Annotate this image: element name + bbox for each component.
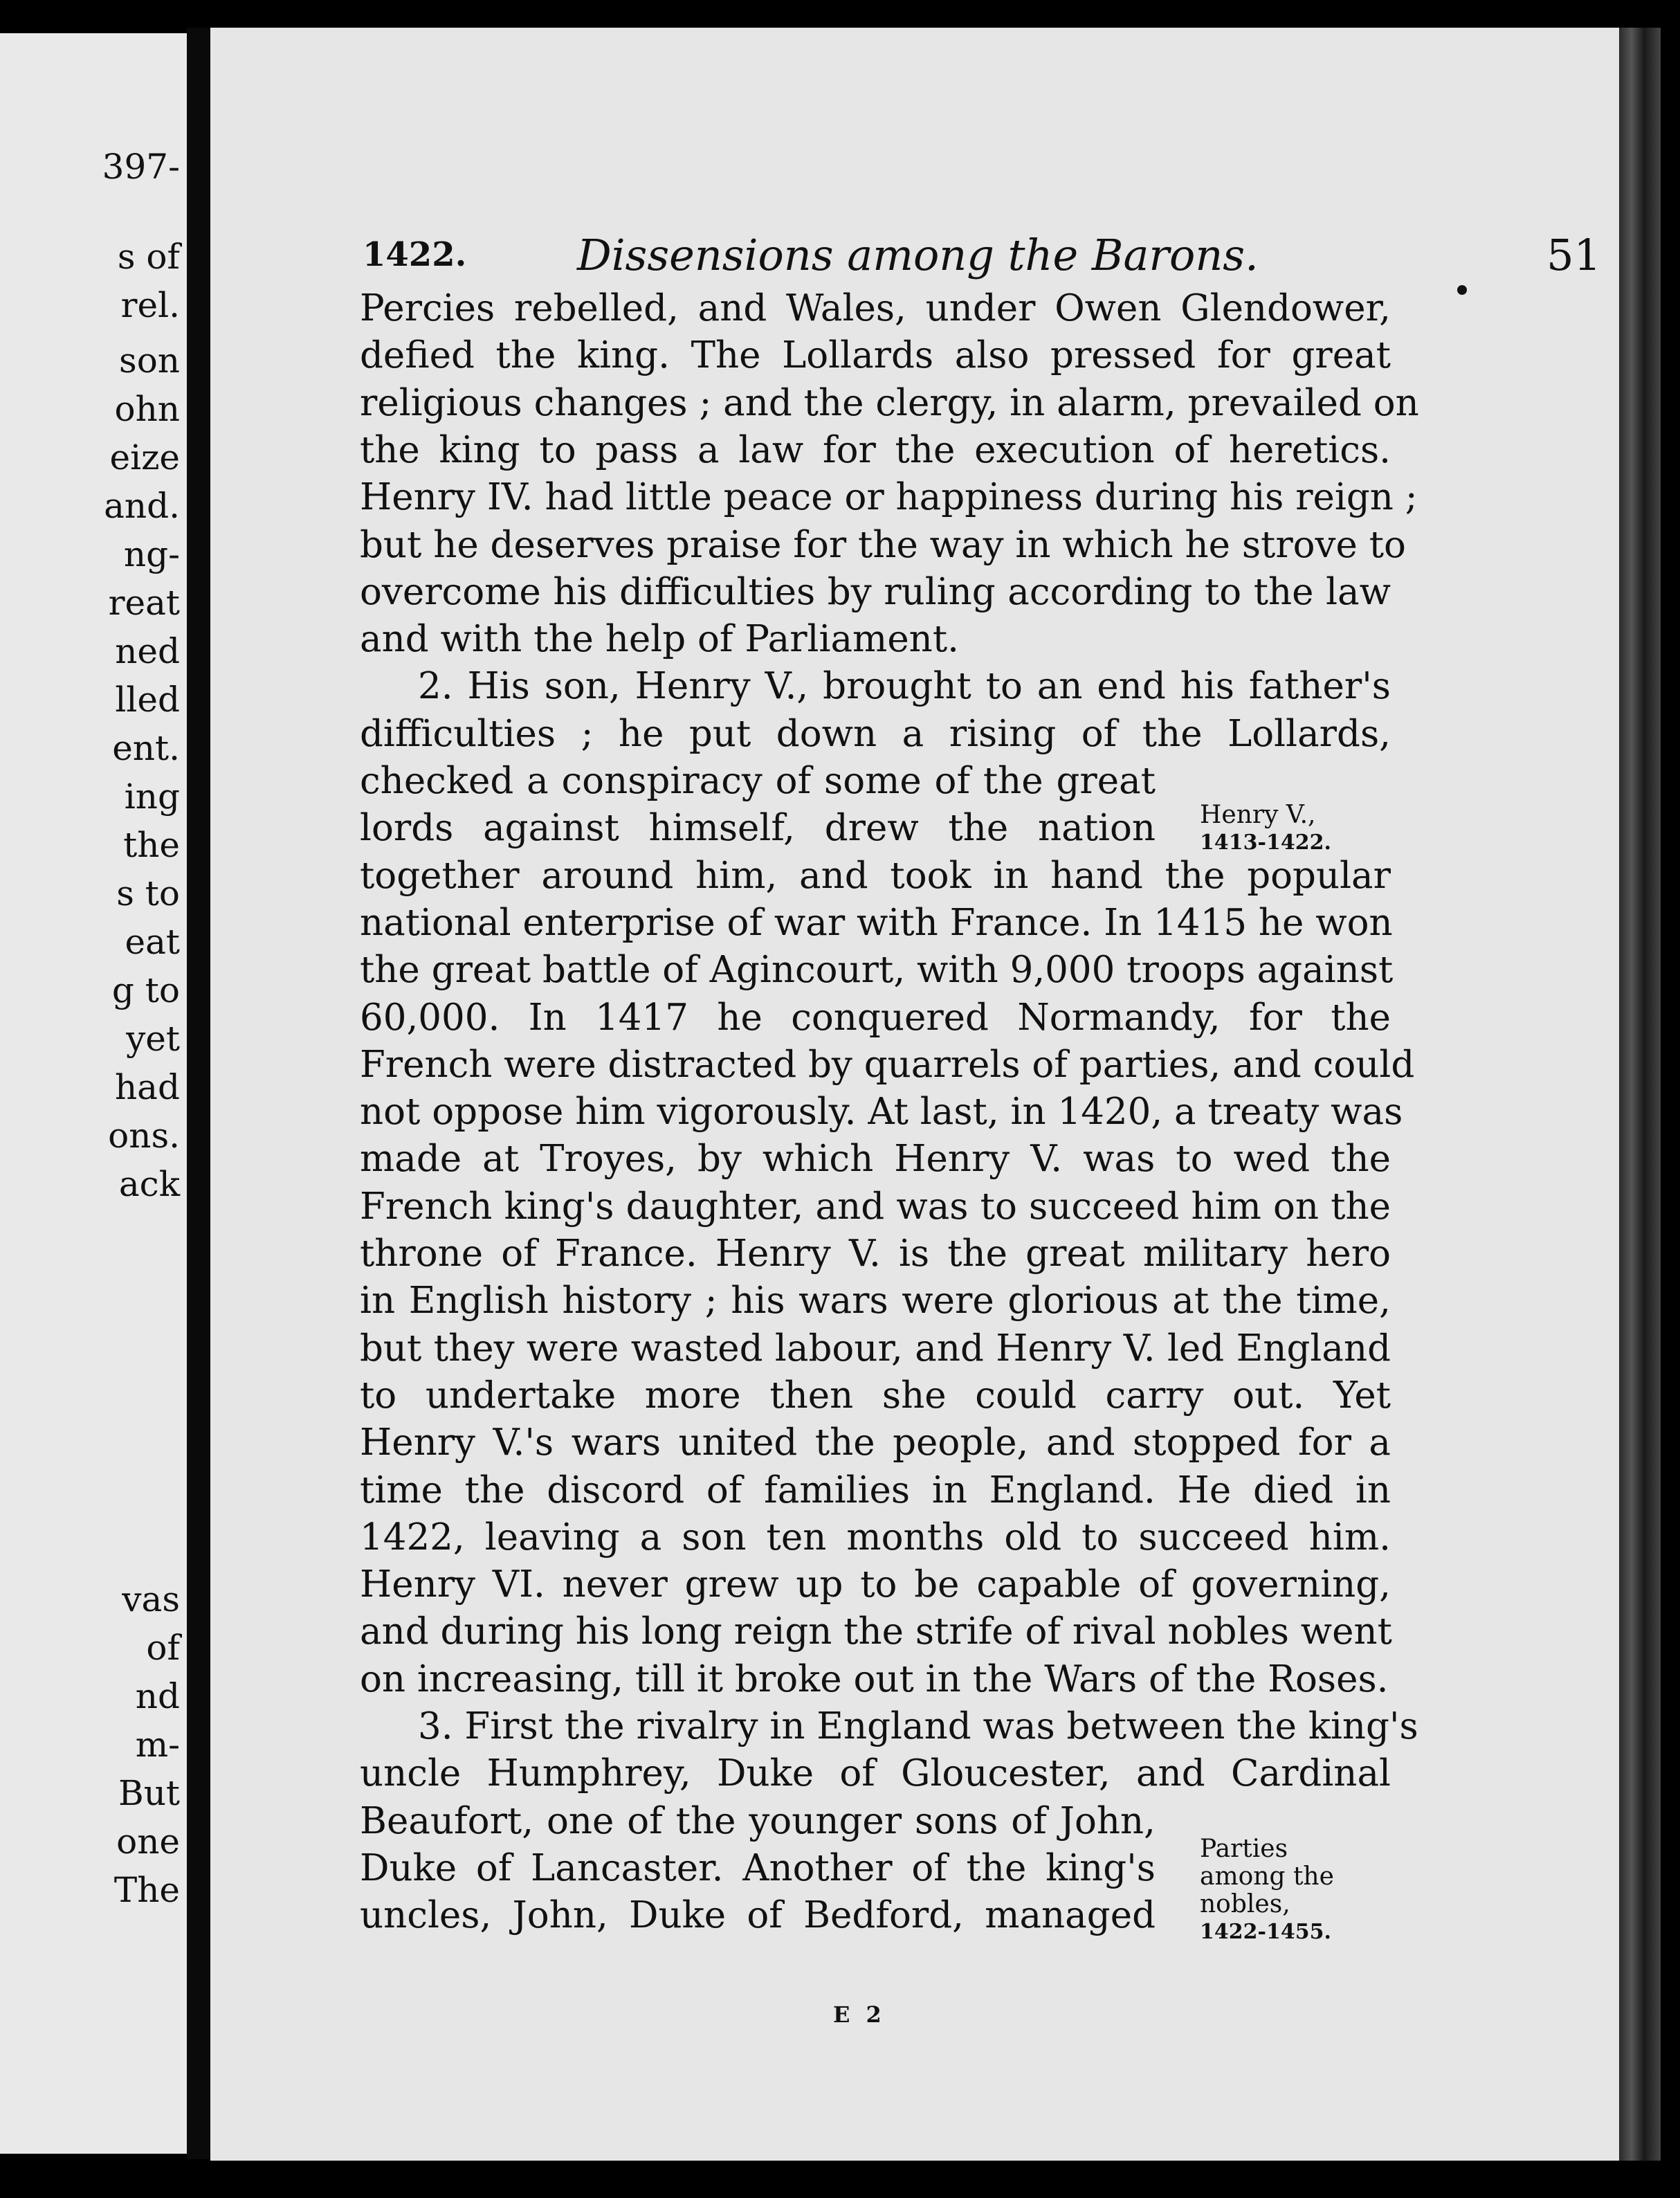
body-line: Henry VI. never grew up to be capable of governing,: [360, 1563, 1391, 1606]
left-page-line: eat: [125, 922, 180, 962]
body-line: but he deserves praise for the way in which he strove to: [360, 524, 1406, 566]
left-page-line: vas: [122, 1579, 180, 1619]
body-line: throne of France. Henry V. is the great military hero: [360, 1233, 1391, 1275]
left-page-line: had: [114, 1067, 180, 1107]
left-page-line: rel.: [120, 285, 180, 325]
body-line: together around him, and took in hand the popular: [360, 855, 1391, 897]
body-line: national enterprise of war with France. In 1415 he won: [360, 902, 1393, 944]
left-page-line: ned: [115, 631, 180, 671]
left-page-line: The: [113, 1870, 180, 1910]
left-page-line: ng-: [123, 534, 180, 574]
left-page-line: son: [119, 340, 180, 381]
left-page-line: reat: [108, 583, 180, 623]
header-year: 1422.: [363, 235, 467, 274]
margin-note-line: Parties: [1200, 1835, 1288, 1863]
margin-note-line: nobles,: [1200, 1890, 1290, 1918]
body-line: Henry V.'s wars united the people, and stopped for a: [360, 1422, 1391, 1464]
body-line: 1422, leaving a son ten months old to succeed him.: [360, 1516, 1391, 1559]
body-line: difficulties ; he put down a rising of the Lollards,: [360, 713, 1391, 755]
signature-mark: E 2: [833, 2001, 886, 2028]
left-page-line: yet: [126, 1019, 180, 1059]
left-page-line: one: [116, 1822, 180, 1862]
margin-note-line: 1422-1455.: [1200, 1920, 1331, 1944]
body-line: the king to pass a law for the execution of heretics.: [360, 429, 1391, 471]
page-edges: [1619, 28, 1661, 2161]
left-page-line: ing: [124, 776, 180, 817]
body-line: uncle Humphrey, Duke of Gloucester, and Cardinal: [360, 1752, 1391, 1795]
left-page-fragment: [0, 33, 187, 2154]
body-line: made at Troyes, by which Henry V. was to wed the: [360, 1138, 1391, 1180]
left-page-line: s of: [117, 237, 180, 277]
left-page-line: and.: [104, 486, 180, 526]
body-line: French king's daughter, and was to succeed him on the: [360, 1186, 1391, 1228]
left-page-line: the: [123, 825, 180, 865]
body-line: uncles, John, Duke of Bedford, managed: [360, 1894, 1156, 1936]
left-page-line: ohn: [114, 389, 180, 429]
body-line: the great battle of Agincourt, with 9,000 troops against: [360, 949, 1394, 991]
left-page-line: nd: [135, 1676, 180, 1716]
body-line: lords against himself, drew the nation: [360, 807, 1156, 849]
body-line: time the discord of families in England. He died in: [360, 1469, 1391, 1511]
left-page-line: But: [118, 1773, 180, 1813]
left-page-line: eize: [109, 437, 180, 478]
left-page-line: 397-: [102, 147, 180, 187]
body-line: overcome his difficulties by ruling according to the law: [360, 571, 1391, 613]
left-page-line: ack: [118, 1164, 180, 1204]
body-line: French were distracted by quarrels of parties, and could: [360, 1044, 1415, 1086]
body-line: Duke of Lancaster. Another of the king's: [360, 1847, 1156, 1889]
body-line: and during his long reign the strife of rival nobles went: [360, 1610, 1392, 1653]
margin-note-line: among the: [1200, 1862, 1334, 1891]
body-line: on increasing, till it broke out in the Wars of the Roses.: [360, 1658, 1389, 1700]
left-page-line: ent.: [112, 728, 180, 768]
body-line: but they were wasted labour, and Henry V. led England: [360, 1327, 1391, 1370]
left-page-line: m-: [135, 1725, 180, 1765]
left-page-line: lled: [115, 680, 180, 720]
body-line: Henry IV. had little peace or happiness during his reign ;: [360, 476, 1418, 518]
margin-note-line: Henry V.,: [1200, 801, 1316, 829]
body-line: 2. His son, Henry V., brought to an end his father's: [418, 665, 1391, 707]
body-line: defied the king. The Lollards also pressed for great: [360, 334, 1391, 376]
body-line: and with the help of Parliament.: [360, 618, 959, 660]
body-line: not oppose him vigorously. At last, in 1420, a treaty was: [360, 1091, 1403, 1133]
left-page-line: ons.: [108, 1116, 180, 1156]
margin-note-henry-v: [1200, 801, 1331, 857]
body-line: religious changes ; and the clergy, in alarm, prevailed on: [360, 382, 1419, 424]
left-page-line: s to: [116, 873, 180, 914]
body-line: Beaufort, one of the younger sons of John,: [360, 1800, 1156, 1842]
header-title: Dissensions among the Barons.: [577, 230, 1259, 280]
running-header: [363, 230, 1608, 285]
body-line: in English history ; his wars were glorious at the time,: [360, 1280, 1391, 1322]
body-line: 60,000. In 1417 he conquered Normandy, for the: [360, 997, 1391, 1039]
right-page: [210, 28, 1630, 2161]
body-line: 3. First the rivalry in England was between the king's: [418, 1705, 1418, 1747]
left-page-line: of: [146, 1628, 180, 1668]
body-line: Percies rebelled, and Wales, under Owen Glendower,: [360, 287, 1391, 329]
page-number: 51: [1546, 230, 1601, 280]
ink-dot: [1457, 285, 1467, 295]
margin-note-line: 1413-1422.: [1200, 830, 1331, 855]
left-page-line: g to: [111, 970, 180, 1010]
body-line: checked a conspiracy of some of the great: [360, 760, 1156, 802]
body-line: to undertake more then she could carry out. Yet: [360, 1374, 1391, 1417]
margin-note-parties: [1200, 1835, 1334, 1946]
